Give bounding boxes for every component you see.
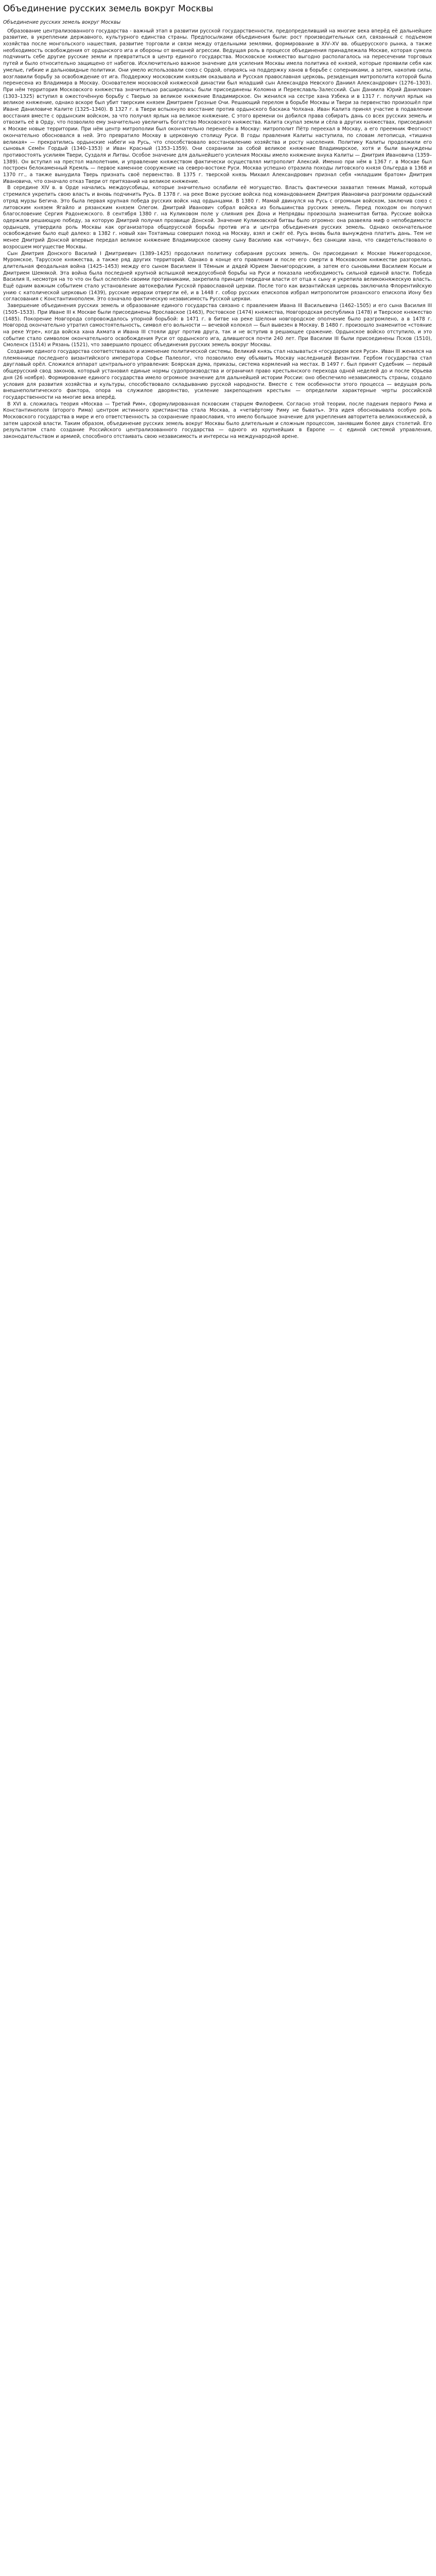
document-page: [0, 0, 436, 445]
body-paragraph: Созданию единого государства соответствовало и изменение политической системы. Великий князь стал называться «государем всея Руси». Иван III женился на племяннице последнего византийского императора Софье Палеолог, что позволило ему объявить Москву наследницей Византии. Гербом государства стал двуглавый орёл. Сложился аппарат центрального управления: Боярская дума, приказы, система кормлений на местах. В 1497 г. был принят Судебник — первый общерусский свод законов, который установил единые нормы судопроизводства и ограничил право крестьянского перехода одной неделей до и после Юрьева дня (26 ноября). Формирование единого государства имело огромное значение для дальнейшей истории России: оно обеспечило независимость страны, создало условия для развития хозяйства и культуры, способствовало складыванию русской народности. Вместе с тем особенности этого процесса — ведущая роль внешнеполитического фактора, опора на служилое дворянство, усиление закрепощения крестьян — определили характерные черты российской государственности на многие века вперёд.: [3, 349, 432, 400]
body-paragraph: В середине XIV в. в Орде начались междоусобицы, которые значительно ослабили её могущество. Власть фактически захватил темник Мамай, который стремился укрепить свою власть и вновь подчинить Русь. В 1378 г. на реке Воже русские войска под командованием Дмитрия Ивановича разгромили ордынский отряд мурзы Бегича. Это была первая крупная победа русских войск над ордынцами. В 1380 г. Мамай двинулся на Русь с огромным войском, заключив союз с литовским князем Ягайло и рязанским князем Олегом. Дмитрий Иванович собрал войска из большинства русских земель. Перед походом он получил благословение Сергия Радонежского. 8 сентября 1380 г. на Куликовом поле у слияния рек Дона и Непрядвы произошла знаменитая битва. Русские войска одержали решающую победу, за которую Дмитрий получил прозвище Донской. Значение Куликовской битвы было огромно: она развеяла миф о непобедимости ордынцев, утвердила роль Москвы как организатора общерусской борьбы против ига и центра объединения русских земель. Однако окончательное освобождение было ещё далеко: в 1382 г. новый хан Тохтамыш совершил поход на Москву, взял и сжёг её. Русь вновь была вынуждена платить дань. Тем не менее Дмитрий Донской впервые передал великое княжение Владимирское своему сыну Василию как «отчину», без санкции хана, что свидетельствовало о возросшем могуществе Москвы.: [3, 185, 432, 250]
document-body: [3, 28, 432, 440]
body-paragraph: В XVI в. сложилась теория «Москва — Третий Рим», сформулированная псковским старцем Филофеем. Согласно этой теории, после падения первого Рима и Константинополя (второго Рима) центром истинного христианства стала Москва, а «четвёртому Риму не бывать». Эта идея обосновывала особую роль Московского государства в мире и его ответственность за сохранение православия, что имело большое значение для укрепления авторитета великокняжеской, а затем царской власти. Таким образом, объединение русских земель вокруг Москвы было длительным и сложным процессом, занявшим более двух столетий. Его результатом стало создание Российского централизованного государства — одного из крупнейших в Европе — с единой системой управления, законодательством и армией, способного отстаивать свою независимость и интересы на международной арене.: [3, 401, 432, 440]
document-subtitle: Объединение русских земель вокруг Москвы: [3, 20, 121, 25]
body-paragraph: Сын Дмитрия Донского Василий I Дмитриевич (1389–1425) продолжил политику собирания русских земель. Он присоединил к Москве Нижегородское, Муромское, Тарусское княжества, а также ряд других территорий. Однако в конце его правления и после его смерти в Московском княжестве разгорелась длительная феодальная война (1425–1453) между его сыном Василием II Тёмным и дядей Юрием Звенигородским, а затем его сыновьями Василием Косым и Дмитрием Шемякой. Эта война была последней крупной вспышкой междоусобной борьбы на Руси и показала необходимость сильной единой власти. Победа Василия II, несмотря на то что он был ослеплён своими противниками, закрепила принцип передачи власти от отца к сыну и укрепила великокняжескую власть. Ещё одним важным событием стало установление автокефалии Русской православной церкви. После того как византийская церковь заключила Флорентийскую унию с католической церковью (1439), русские иерархи отвергли её, и в 1448 г. собор русских епископов избрал митрополитом рязанского епископа Иону без согласования с Константинополем. Это означало фактическую независимость Русской церкви.: [3, 250, 432, 302]
body-paragraph: Завершение объединения русских земель и образование единого государства связано с правлением Ивана III Васильевича (1462–1505) и его сына Василия III (1505–1533). При Иване III к Москве были присоединены Ярославское (1463), Ростовское (1474) княжества, Новгородская республика (1478) и Тверское княжество (1485). Покорение Новгорода сопровождалось упорной борьбой: в 1471 г. в битве на реке Шелони новгородское ополчение было разгромлено, а в 1478 г. Новгород окончательно утратил самостоятельность, символ его вольности — вечевой колокол — был вывезен в Москву. В 1480 г. произошло знаменитое «стояние на реке Угре», когда войска хана Ахмата и Ивана III стояли друг против друга, так и не вступив в решающее сражение. Ордынское войско отступило, и это событие стало символом окончательного освобождения Руси от ордынского ига, длившегося почти 240 лет. При Василии III были присоединены Псков (1510), Смоленск (1514) и Рязань (1521), что завершило процесс объединения русских земель вокруг Москвы.: [3, 303, 432, 348]
page-title: Объединение русских земель вокруг Москвы: [3, 4, 214, 14]
body-paragraph: Образование централизованного государства - важный этап в развитии русской государственности, предопределивший на многие века вперёд её дальнейшее развитие, в укреплении державного, культурного единства страны. Предпосылками объединения были: рост производительных сил, связанный с подъемом хозяйства после монгольского нашествия, развитие торговли и связи между отдельными землями, формирование в XIV–XV вв. общерусского рынка, а также необходимость освобождения от ордынского ига и обороны от внешней агрессии. Ведущая роль в процессе объединения принадлежала Москве, которая сумела подчинить себе другие русские земли и превратиться в центр единого государства. Московское княжество выгодно располагалось на пересечении торговых путей и было относительно защищено от набегов. Исключительно важное значение для усиления Москвы имела политика её князей, которые проявили себя как умелые, гибкие и дальновидные политики. Они умело использовали союз с Ордой, опираясь на поддержку ханов в борьбе с соперниками, а затем, накопив силы, возглавили борьбу за освобождение от ига. Поддержку московским князьям оказывала и Русская православная церковь, резиденция митрополита которой была перенесена из Владимира в Москву. Основателем московской княжеской династии был младший сын Александра Невского Даниил Александрович (1276–1303). При нём территория Московского княжества значительно расширилась: были присоединены Коломна и Переяславль-Залесский. Сын Даниила Юрий Данилович (1303–1325) вступил в ожесточённую борьбу с Тверью за великое княжение Владимирское. Он женился на сестре хана Узбека и в 1317 г. получил ярлык на великое княжение, однако вскоре был убит тверским князем Дмитрием Грозные Очи. Решающий перелом в борьбе Москвы и Твери за первенство произошёл при Иване Даниловиче Калите (1325–1340). В 1327 г. в Твери вспыхнуло восстание против ордынского баскака Чолхана. Иван Калита принял участие в подавлении восстания вместе с ордынским войском, за что получил ярлык на великое княжение. С этого времени он добился права собирать дань со всех русских земель и отвозить её в Орду, что позволило ему значительно увеличить богатство Московского княжества. Калита скупал земли и сёла в других княжествах, присоединял к Москве новые территории. При нём центр митрополии был окончательно перенесён в Москву: митрополит Пётр переехал в Москву, а его преемник Феогност окончательно обосновался в ней. Это превратило Москву в церковную столицу Руси. В годы правления Калиты наступила, по словам летописца, «тишина великая» — прекратились ордынские набеги на Русь, что способствовало восстановлению хозяйства и росту населения. Политику Калиты продолжили его сыновья Семён Гордый (1340–1353) и Иван Красный (1353–1359). Они сохранили за собой великое княжение Владимирское, хотя и были вынуждены противостоять усилиям Твери, Суздаля и Литвы. Особое значение для дальнейшего усиления Москвы имело княжение внука Калиты — Дмитрия Ивановича (1359–1389). Он вступил на престол малолетним, и управление княжеством фактически осуществлял митрополит Алексий. Именно при нём в 1367 г. в Москве был построен белокаменный Кремль — первое каменное сооружение на северо-востоке Руси. Москва успешно отразила походы литовского князя Ольгерда в 1368 и 1370 гг., а также вынудила Тверь признать своё первенство. В 1375 г. тверской князь Михаил Александрович признал себя «младшим братом» Дмитрия Ивановича, что означало отказ Твери от притязаний на великое княжение.: [3, 28, 432, 184]
